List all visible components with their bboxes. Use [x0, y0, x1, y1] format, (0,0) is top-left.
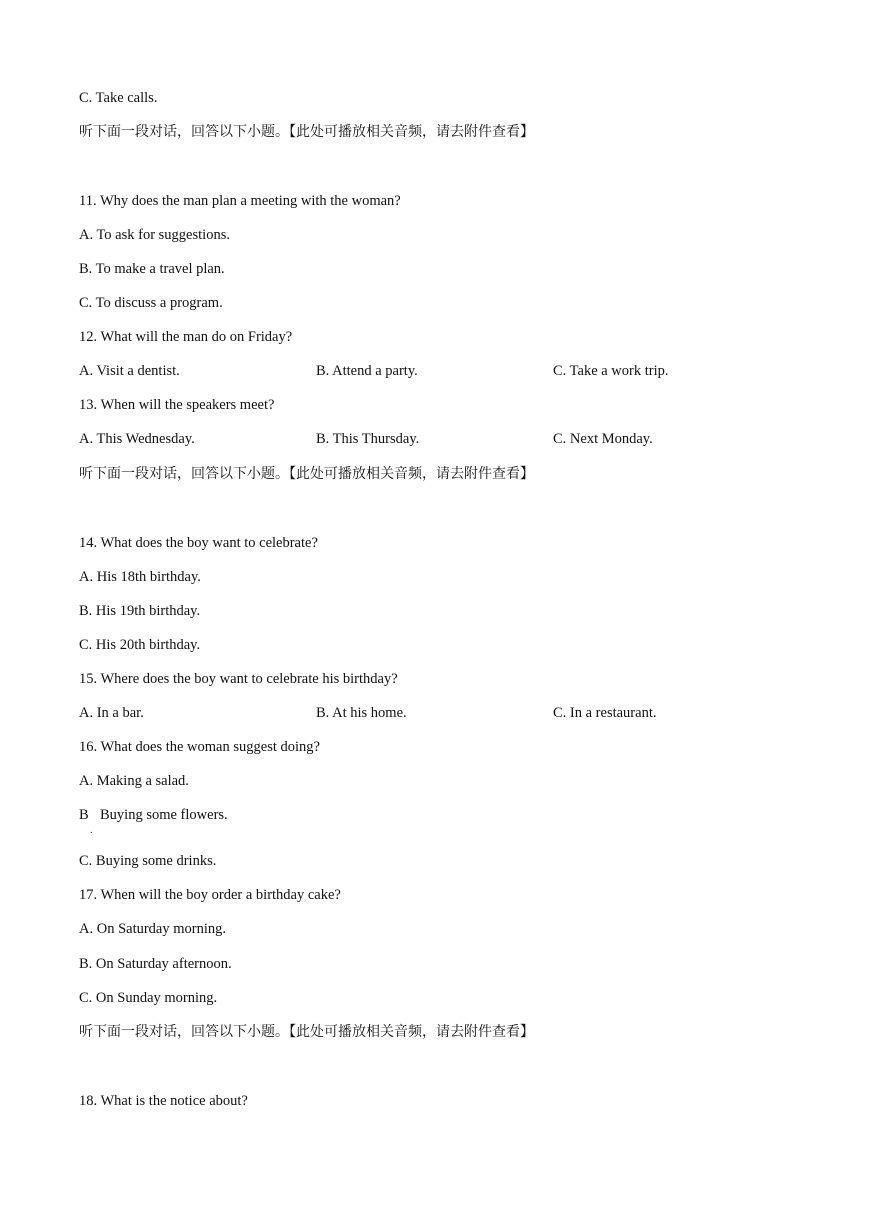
question-12: 12. What will the man do on Friday? [79, 329, 293, 345]
q14-option-a: A. His 18th birthday. [79, 569, 201, 585]
question-16: 16. What does the woman suggest doing? [79, 739, 320, 755]
listening-instruction-3: 听下面一段对话，回答以下小题。【此处可播放相关音频，请去附件查看】 [79, 1024, 534, 1040]
question-11: 11. Why does the man plan a meeting with the woman? [79, 193, 401, 209]
q17-option-c: C. On Sunday morning. [79, 990, 218, 1006]
q13-option-c: C. Next Monday. [553, 431, 653, 447]
q12-option-b: B. Attend a party. [316, 363, 418, 379]
question-18: 18. What is the notice about? [79, 1093, 248, 1109]
question-14: 14. What does the boy want to celebrate? [79, 535, 318, 551]
question-15: 15. Where does the boy want to celebrate his birthday? [79, 671, 398, 687]
listening-instruction-2: 听下面一段对话，回答以下小题。【此处可播放相关音频，请去附件查看】 [79, 466, 534, 482]
q16-option-a: A. Making a salad. [79, 773, 189, 789]
q12-option-c: C. Take a work trip. [553, 363, 669, 379]
q13-option-b: B. This Thursday. [316, 431, 420, 447]
q15-option-a: A. In a bar. [79, 705, 144, 721]
q11-option-a: A. To ask for suggestions. [79, 227, 230, 243]
q14-option-b: B. His 19th birthday. [79, 603, 201, 619]
question-17: 17. When will the boy order a birthday cake? [79, 887, 341, 903]
q16-option-c: C. Buying some drinks. [79, 853, 217, 869]
prev-option-c: C. Take calls. [79, 90, 158, 106]
q14-option-c: C. His 20th birthday. [79, 637, 201, 653]
listening-instruction-1: 听下面一段对话，回答以下小题。【此处可播放相关音频，请去附件查看】 [79, 124, 534, 140]
q16-option-b-text: Buying some flowers. [100, 807, 228, 823]
q13-option-a: A. This Wednesday. [79, 431, 195, 447]
q17-option-b: B. On Saturday afternoon. [79, 956, 232, 972]
q17-option-a: A. On Saturday morning. [79, 921, 226, 937]
q16-option-b-letter: B [79, 807, 89, 823]
q16-option-b-dot: . [90, 825, 93, 836]
q11-option-b: B. To make a travel plan. [79, 261, 225, 277]
q15-option-b: B. At his home. [316, 705, 407, 721]
question-13: 13. When will the speakers meet? [79, 397, 275, 413]
q15-option-c: C. In a restaurant. [553, 705, 657, 721]
q12-option-a: A. Visit a dentist. [79, 363, 180, 379]
q11-option-c: C. To discuss a program. [79, 295, 223, 311]
